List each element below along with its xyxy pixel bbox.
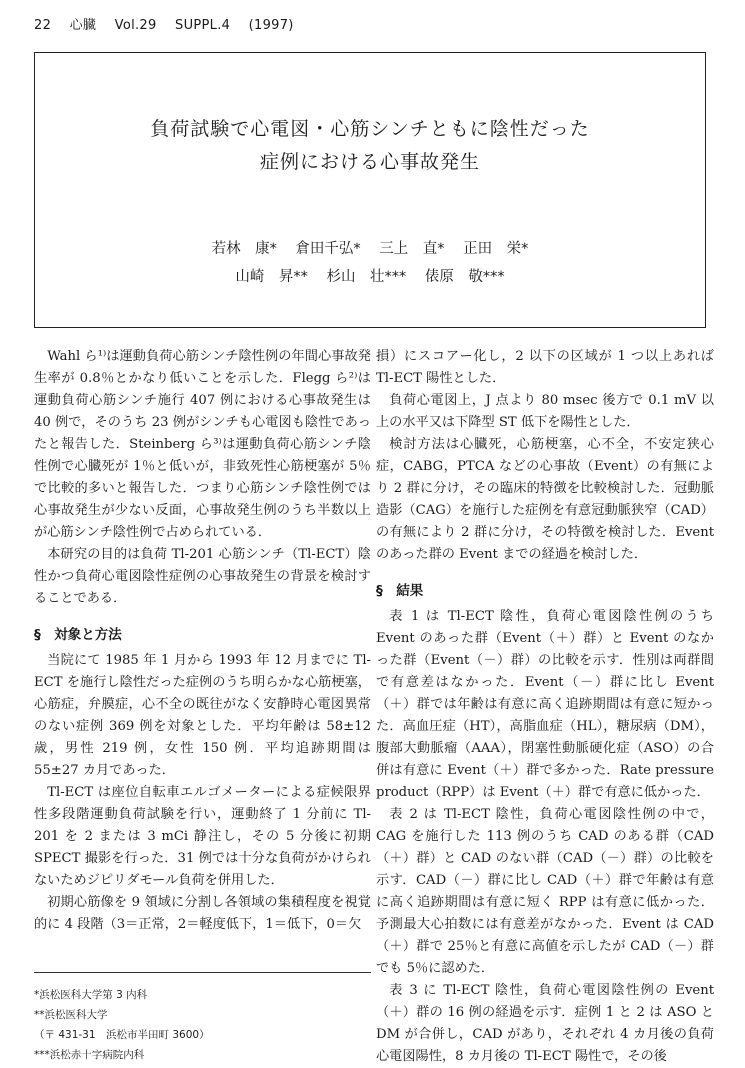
author-name: 山崎 昇** xyxy=(235,269,308,285)
title-line-1: 負荷試験で心電図・心筋シンチともに陰性だった xyxy=(150,118,590,140)
author-line-2 xyxy=(35,263,705,291)
author-line-1 xyxy=(35,235,705,263)
methods-paragraph-3: 初期心筋像を 9 領域に分割し各領域の集積程度を視覚的に 4 段階（3＝正常，2＝軽度低下，1＝低下，0＝欠 xyxy=(34,895,371,932)
results-heading: § 結果 xyxy=(376,583,424,599)
footnote: **浜松医科大学 xyxy=(34,1009,108,1021)
results-paragraph-1: 表 1 は Tl-ECT 陰性，負荷心電図陰性例のうち Event のあった群（Event（＋）群）と Event のなかった群（Event（－）群）の比較を示す．性別は両群間で有意差はなかった．Event（－）群に比し Event（＋）群では年齢は有意に高く追跡期間は有意に短かった．高血圧症（HT），高脂血症（HL），糖尿病（DM），腹部大動脈瘤（AAA），閉塞性動脈硬化症（ASO）の合併は有意に Event（＋）群で多かった．Rate pressure product（RPP）は Event（＋）群で有意に低かった． xyxy=(376,609,714,800)
footnote: （〒 431-31 浜松市半田町 3600） xyxy=(34,1029,210,1041)
author-list xyxy=(35,235,705,291)
footnote: ***浜松赤十字病院内科 xyxy=(34,1049,145,1061)
methods-paragraph-2: Tl-ECT は座位自転車エルゴメーターによる症候限界性多段階運動負荷試験を行い，運動終了 1 分前に Tl-201 を 2 または 3 mCi 静注し，その 5 分後に初期 SPECT 撮影を行った．31 例では十分な負荷がかけられないためジピリダモール負荷を併用した． xyxy=(34,785,371,888)
running-header xyxy=(34,14,308,33)
results-paragraph-3: 表 3 に Tl-ECT 陰性，負荷心電図陰性例の Event（＋）群の 16 例の経過を示す．症例 1 と 2 は ASO と DM が合併し，CAD があり，それぞれ 4 カ月後の負荷心電図陽性，8 カ月後の Tl-ECT 陽性で，その後 xyxy=(376,983,714,1064)
journal-year: (1997) xyxy=(248,18,294,33)
intro-paragraph-2: 本研究の目的は負荷 Tl-201 心筋シンチ（Tl-ECT）陰性かつ負荷心電図陰性症例の心事故発生の背景を検討することである． xyxy=(34,547,371,606)
results-paragraph-2: 表 2 は Tl-ECT 陰性，負荷心電図陰性例の中で，CAG を施行した 113 例のうち CAD のある群（CAD（＋）群）と CAD のない群（CAD（－）群）の比較を示す．CAD（－）群に比し CAD（＋）群で年齢は有意に高く追跡期間は有意に短く RPP は有意に低かった．予測最大心拍数には有意差がなかった．Event は CAD（＋）群で 25％と有意に高値を示したが CAD（－）群でも 5％に認めた． xyxy=(376,807,714,976)
methods-heading: § 対象と方法 xyxy=(34,627,122,643)
author-name: 若林 康* xyxy=(211,241,277,257)
affiliation-footnotes xyxy=(34,972,371,1065)
page-number: 22 xyxy=(34,18,52,33)
footnote: *浜松医科大学第 3 内科 xyxy=(34,989,148,1001)
author-name: 杉山 壮*** xyxy=(326,269,407,285)
methods-paragraph-3-continued: 損）にスコアー化し，2 以下の区域が 1 つ以上あれば Tl-ECT 陽性とした． xyxy=(376,349,714,386)
methods-paragraph-1: 当院にて 1985 年 1 月から 1993 年 12 月までに Tl-ECT を施行し陰性だった症例のうち明らかな心筋梗塞，心筋症，弁膜症，心不全の既往がなく安静時心電図異常のない症例 369 例を対象とした．平均年齢は 58±12 歳，男性 219 例，女性 150 例．平均追跡期間は 55±27 カ月であった． xyxy=(34,653,371,778)
author-name: 俵原 敬*** xyxy=(424,269,505,285)
author-name: 倉田千弘* xyxy=(295,241,361,257)
methods-paragraph-5: 検討方法は心臓死，心筋梗塞，心不全，不安定狭心症，CABG，PTCA などの心事故（Event）の有無により 2 群に分け，その臨床的特徴を比較検討した．冠動脈造影（CAG）を施行した症例を有意冠動脈狭窄（CAD）の有無により 2 群に分け，その特徴を検討した．Event のあった群の Event までの経過を検討した． xyxy=(376,437,714,562)
journal-name: 心臓 xyxy=(69,18,97,33)
journal-volume: Vol.29 xyxy=(114,18,157,33)
right-column xyxy=(376,346,714,1068)
intro-paragraph-1: Wahl ら¹⁾は運動負荷心筋シンチ陰性例の年間心事故発生率が 0.8％とかなり低いことを示した．Flegg ら²⁾は運動負荷心筋シンチ施行 407 例における心事故発生は 40 例で，そのうち 23 例がシンチも心電図も陰性であったと報告した．Steinberg ら³⁾は運動負荷心筋シンチ陰性例で心臓死が 1％と低いが，非致死性心筋梗塞が 5％で比較的多いと報告した．つまり心筋シンチ陰性例では心事故発生が少ない反面，心事故発生例のうち半数以上が心筋シンチ陰性例で占められている． xyxy=(34,349,371,540)
author-name: 正田 栄* xyxy=(463,241,529,257)
title-line-2: 症例における心事故発生 xyxy=(259,151,480,173)
author-name: 三上 直* xyxy=(379,241,445,257)
journal-suppl: SUPPL.4 xyxy=(175,18,231,33)
article-title xyxy=(35,113,705,179)
title-box xyxy=(34,52,706,328)
left-column xyxy=(34,346,371,936)
methods-paragraph-4: 負荷心電図上，J 点より 80 msec 後方で 0.1 mV 以上の水平又は下降型 ST 低下を陽性とした． xyxy=(376,393,714,430)
